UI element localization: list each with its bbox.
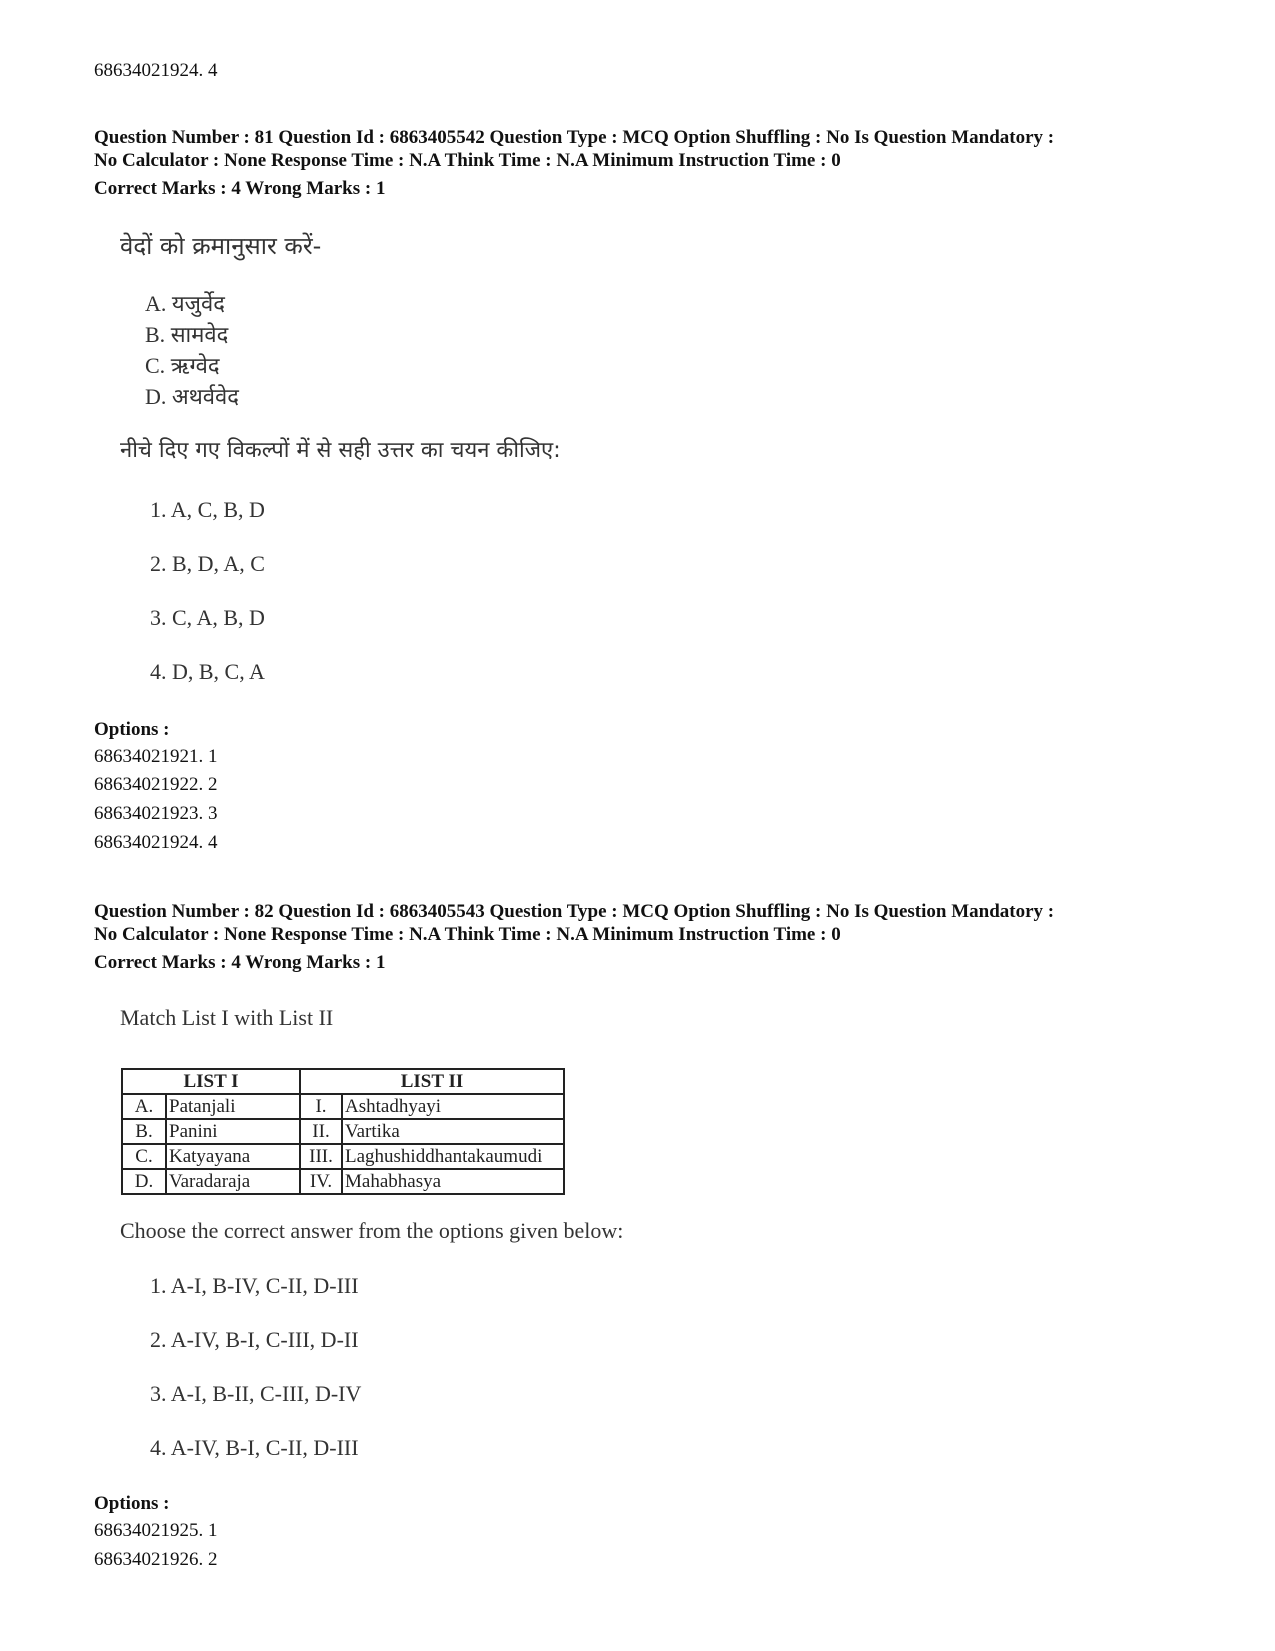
q81-option-4: 68634021924. 4: [94, 832, 218, 853]
q82-choice-1: 1. A-I, B-IV, C-II, D-III: [150, 1273, 359, 1298]
q82-option-1: 68634021925. 1: [94, 1520, 218, 1541]
q81-choice-2: 2. B, D, A, C: [150, 551, 265, 576]
q81-item-b: B. सामवेद: [145, 322, 229, 348]
q81-option-2: 68634021922. 2: [94, 774, 218, 795]
q82-choice-3: 3. A-I, B-II, C-III, D-IV: [150, 1381, 362, 1406]
q82-choice-2: 2. A-IV, B-I, C-III, D-II: [150, 1327, 359, 1352]
q81-item-a: A. यजुर्वेद: [145, 291, 225, 317]
q81-options-label: Options :: [94, 719, 170, 740]
table-row: D. Varadaraja IV. Mahabhasya: [122, 1169, 564, 1194]
table-row: A. Patanjali I. Ashtadhyayi: [122, 1094, 564, 1119]
list-2-heading: LIST II: [300, 1069, 564, 1094]
q81-header-line1: Question Number : 81 Question Id : 6863405542 Question Type : MCQ Option Shuffling : No Is Question Mandatory :: [94, 127, 1055, 148]
q81-instruction: नीचे दिए गए विकल्पों में से सही उत्तर का चयन कीजिए:: [120, 438, 561, 463]
q82-header-line2: No Calculator : None Response Time : N.A Think Time : N.A Minimum Instruction Time : 0: [94, 924, 841, 945]
previous-option-line: 68634021924. 4: [94, 60, 218, 81]
table-row: B. Panini II. Vartika: [122, 1119, 564, 1144]
q82-marks: Correct Marks : 4 Wrong Marks : 1: [94, 952, 386, 973]
q81-marks: Correct Marks : 4 Wrong Marks : 1: [94, 178, 386, 199]
q82-stem: Match List I with List II: [120, 1005, 334, 1030]
q82-header-line1: Question Number : 82 Question Id : 6863405543 Question Type : MCQ Option Shuffling : No Is Question Mandatory :: [94, 901, 1055, 922]
q82-choice-4: 4. A-IV, B-I, C-II, D-III: [150, 1435, 359, 1460]
q82-option-2: 68634021926. 2: [94, 1549, 218, 1570]
q81-item-c: C. ऋग्वेद: [145, 353, 220, 379]
q81-header-line2: No Calculator : None Response Time : N.A Think Time : N.A Minimum Instruction Time : 0: [94, 150, 841, 171]
q81-choice-3: 3. C, A, B, D: [150, 605, 265, 630]
list-1-heading: LIST I: [122, 1069, 300, 1094]
match-table: [121, 1068, 565, 1195]
q81-stem: वेदों को क्रमानुसार करें-: [120, 232, 322, 260]
q82-options-label: Options :: [94, 1493, 170, 1514]
q81-choice-4: 4. D, B, C, A: [150, 659, 265, 684]
q81-choice-1: 1. A, C, B, D: [150, 497, 265, 522]
q82-instruction: Choose the correct answer from the options given below:: [120, 1218, 624, 1243]
q81-option-3: 68634021923. 3: [94, 803, 218, 824]
table-row: C. Katyayana III. Laghushiddhantakaumudi: [122, 1144, 564, 1169]
q81-item-d: D. अथर्ववेद: [145, 384, 239, 410]
match-table-header: [122, 1069, 564, 1094]
q81-option-1: 68634021921. 1: [94, 746, 218, 767]
